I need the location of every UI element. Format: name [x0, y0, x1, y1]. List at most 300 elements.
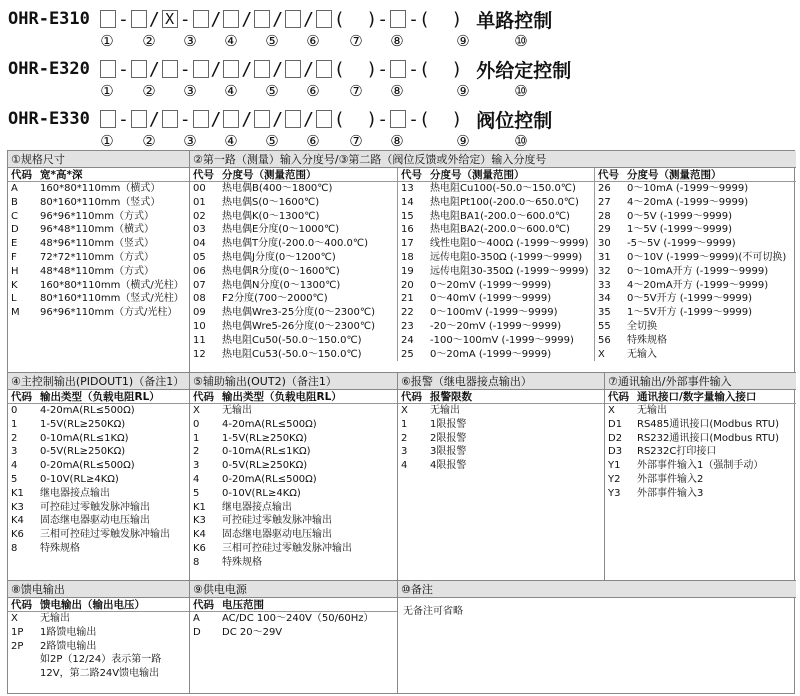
- code-cell: 4: [401, 460, 408, 472]
- col-header: 代码: [11, 169, 32, 181]
- code-cell: K3: [11, 501, 24, 513]
- table-row: [595, 306, 796, 320]
- code-cell: 3: [193, 460, 200, 472]
- code-cell: 29: [598, 224, 611, 236]
- position-number: ③: [183, 82, 197, 100]
- desc-cell: 热电阻BA2(-200.0～600.0℃): [430, 224, 570, 236]
- code-cell: 2: [11, 432, 18, 444]
- position-number: ⑤: [265, 32, 279, 50]
- col-header: 代码: [11, 599, 32, 611]
- desc-cell: RS485通讯接口(Modbus RTU): [637, 418, 780, 430]
- code-cell: E: [11, 238, 18, 250]
- code-cell: 30: [598, 238, 611, 250]
- code-cell: 21: [401, 293, 414, 305]
- desc-cell: 1-5V(RL≥250KΩ): [222, 432, 308, 444]
- code-cell: 31: [598, 251, 611, 263]
- code-cell: 08: [193, 293, 206, 305]
- code-cell: 32: [598, 265, 611, 277]
- code-box[interactable]: [100, 60, 116, 78]
- table-row: [190, 445, 397, 459]
- desc-cell: RS232通讯接口(Modbus RTU): [637, 432, 780, 444]
- desc-cell: 96*96*110mm（方式）: [40, 210, 155, 222]
- table-row: [398, 334, 594, 348]
- code-box[interactable]: [193, 110, 209, 128]
- code-cell: 1: [193, 432, 200, 444]
- table-row: [190, 528, 397, 542]
- col-header: 报警限数: [430, 391, 472, 403]
- table-row: [398, 445, 604, 459]
- code-cell: 27: [598, 196, 611, 208]
- table-row: [8, 306, 189, 320]
- position-number: ④: [224, 82, 238, 100]
- code-cell: B: [11, 196, 18, 208]
- table-row: [595, 320, 796, 334]
- code-cell: K6: [193, 542, 206, 554]
- code-cell: 3: [11, 446, 18, 458]
- table-row: [190, 320, 397, 334]
- desc-cell: 0-20mA(RL≤500Ω): [222, 473, 317, 485]
- desc-cell: 无输出: [430, 405, 460, 416]
- desc-cell: 远传电阻0-350Ω (-1999～9999): [430, 251, 583, 263]
- code-cell: 0: [193, 418, 200, 430]
- desc-cell: 1路馈电输出: [40, 626, 97, 638]
- position-number: ⑤: [265, 132, 279, 150]
- position-number: ⑧: [390, 82, 404, 100]
- desc-cell: DC 20～29V: [222, 626, 283, 638]
- table-row: [190, 196, 397, 210]
- position-number: ②: [142, 82, 156, 100]
- table-row: [605, 404, 796, 418]
- code-cell: 5: [11, 473, 18, 485]
- code-cell: D2: [608, 432, 623, 444]
- table-row: [8, 626, 189, 640]
- desc-cell: 1-5V(RL≥250KΩ): [40, 418, 126, 430]
- code-cell: D: [193, 626, 201, 638]
- code-cell: 3: [401, 446, 408, 458]
- code-cell: 2P: [11, 640, 24, 652]
- section-alarm: [398, 373, 605, 581]
- table-row: [398, 265, 594, 279]
- code-cell: X: [608, 405, 615, 416]
- desc-cell: 外部事件输入3: [637, 487, 704, 499]
- desc-cell: 0～10V (-1999～9999)(不可切换): [627, 251, 787, 263]
- code-box[interactable]: [254, 10, 270, 28]
- desc-cell: 热电偶B(400～1800℃): [222, 183, 333, 194]
- code-box[interactable]: [390, 110, 406, 128]
- table-row: [595, 182, 796, 196]
- desc-cell: 80*160*110mm（竖式/光柱）: [40, 293, 184, 305]
- table-row: [8, 501, 189, 515]
- desc-cell: 96*48*110mm（横式）: [40, 224, 155, 236]
- table-row: [605, 445, 796, 459]
- table-row: [190, 542, 397, 556]
- desc-cell: 4-20mA(RL≤500Ω): [40, 405, 135, 416]
- table-row: [398, 320, 594, 334]
- code-cell: K4: [193, 529, 206, 541]
- desc-cell: 热电偶R分度(0～1600℃): [222, 265, 340, 277]
- desc-cell: 无输出: [637, 405, 667, 416]
- desc-cell: 0～100mV (-1999～9999): [430, 307, 558, 319]
- table-row: [8, 210, 189, 224]
- col-header: 分度号（测量范围）: [430, 169, 525, 181]
- code-cell: Y2: [608, 473, 621, 485]
- col-header: 电压范围: [222, 599, 264, 611]
- desc-cell: 如2P（12/24）表示第一路: [40, 654, 162, 666]
- code-box[interactable]: [223, 10, 239, 28]
- desc-cell: 热电偶Wre5-26分度(0～2300℃): [222, 320, 376, 332]
- code-cell: 4: [193, 473, 200, 485]
- desc-cell: 无输入: [627, 348, 657, 360]
- table-row: [190, 473, 397, 487]
- code-cell: D3: [608, 446, 623, 458]
- table-row: [398, 459, 604, 473]
- desc-cell: -5～5V (-1999～9999): [627, 238, 736, 250]
- code-box[interactable]: [285, 10, 301, 28]
- table-row: [398, 418, 604, 432]
- position-number: ⑥: [306, 82, 320, 100]
- desc-cell: 1～5V开方 (-1999～9999): [627, 307, 753, 319]
- code-box[interactable]: [285, 110, 301, 128]
- code-cell: 22: [401, 307, 414, 319]
- table-row: [190, 432, 397, 446]
- code-cell: A: [193, 613, 200, 624]
- table-row: [8, 514, 189, 528]
- position-number: ⑦: [349, 32, 363, 50]
- col-header: 代码: [401, 391, 422, 403]
- code-cell: [8, 667, 38, 681]
- table-row: [595, 292, 796, 306]
- desc-cell: 远传电阻30-350Ω (-1999～9999): [430, 265, 589, 277]
- table-row: [190, 237, 397, 251]
- desc-cell: 热电阻BA1(-200.0～600.0℃): [430, 210, 570, 222]
- code-cell: 2: [401, 432, 408, 444]
- table-row: [8, 542, 189, 556]
- code-cell: 00: [193, 183, 206, 194]
- position-number: ⑩: [514, 32, 528, 50]
- position-number: ④: [224, 32, 238, 50]
- code-cell: C: [11, 210, 18, 222]
- section-title: ①规格尺寸: [8, 151, 189, 168]
- code-cell: 25: [401, 348, 414, 360]
- desc-cell: 热电偶E分度(0～1000℃): [222, 224, 340, 236]
- desc-cell: 160*80*110mm（横式）: [40, 183, 161, 194]
- table-row: [595, 237, 796, 251]
- table-row: [605, 459, 796, 473]
- table-row: [8, 223, 189, 237]
- code-cell: K4: [11, 515, 24, 527]
- code-cell: M: [11, 307, 20, 319]
- code-box[interactable]: [162, 110, 178, 128]
- desc-cell: 三相可控硅过零触发脉冲输出: [222, 542, 352, 554]
- code-cell: 02: [193, 210, 206, 222]
- desc-cell: 全切换: [627, 320, 657, 332]
- col-header: 通讯接口/数字量输入接口: [637, 391, 757, 403]
- code-box[interactable]: [316, 10, 332, 28]
- col-header: 输出类型（负载电阻RL）: [40, 391, 160, 403]
- desc-cell: 可控硅过零触发脉冲输出: [40, 501, 150, 513]
- table-row: [595, 223, 796, 237]
- code-cell: 15: [401, 210, 414, 222]
- desc-cell: RS232C打印接口: [637, 446, 717, 458]
- desc-cell: 12V，第二路24V馈电输出: [40, 668, 160, 680]
- desc-cell: 无输出: [40, 613, 70, 624]
- desc-cell: 72*72*110mm（方式）: [40, 251, 155, 263]
- table-row: [605, 487, 796, 501]
- position-number: ⑥: [306, 32, 320, 50]
- code-cell: K6: [11, 529, 24, 541]
- code-box[interactable]: [316, 110, 332, 128]
- table-row: [605, 418, 796, 432]
- col-header: 宽*高*深: [40, 169, 83, 181]
- desc-cell: 0-20mA(RL≤500Ω): [40, 460, 135, 472]
- code-cell: D1: [608, 418, 623, 430]
- table-row: [398, 182, 594, 196]
- table-row: [398, 306, 594, 320]
- code-cell: 56: [598, 334, 611, 346]
- code-cell: X: [193, 405, 200, 416]
- section-title: ⑧馈电输出: [8, 581, 189, 598]
- code-cell: 10: [193, 320, 206, 332]
- code-cell: 0: [11, 405, 18, 416]
- table-row: [8, 528, 189, 542]
- code-cell: Y1: [608, 460, 621, 472]
- code-cell: 2: [193, 446, 200, 458]
- section-main-output: [8, 373, 190, 581]
- code-cell: 12: [193, 348, 206, 360]
- col-header: 馈电输出（输出电压）: [40, 599, 145, 611]
- code-cell: 19: [401, 265, 414, 277]
- col-header: 代码: [11, 391, 32, 403]
- desc-cell: 1～5V (-1999～9999): [627, 224, 733, 236]
- code-cell: K1: [193, 501, 206, 513]
- code-cell: 5: [193, 487, 200, 499]
- position-number: ⑩: [514, 132, 528, 150]
- table-row: [8, 279, 189, 293]
- code-cell: K: [11, 279, 18, 291]
- code-box[interactable]: [100, 110, 116, 128]
- desc-cell: 热电偶J分度(0～1200℃): [222, 251, 336, 263]
- code-cell: 28: [598, 210, 611, 222]
- table-row: [398, 348, 594, 362]
- code-cell: 1: [401, 418, 408, 430]
- desc-cell: 0-10V(RL≥4KΩ): [40, 473, 119, 485]
- code-box[interactable]: [162, 60, 178, 78]
- table-row: [595, 210, 796, 224]
- section-title: ⑦通讯输出/外部事件输入: [605, 373, 796, 390]
- code-box[interactable]: [193, 10, 209, 28]
- table-row: [8, 196, 189, 210]
- table-row: [8, 265, 189, 279]
- desc-cell: AC/DC 100～240V（50/60Hz）: [222, 613, 374, 624]
- desc-cell: 4限报警: [430, 460, 467, 472]
- table-row: [595, 196, 796, 210]
- desc-cell: 0～5V (-1999～9999): [627, 210, 733, 222]
- table-row: [190, 487, 397, 501]
- code-box[interactable]: [223, 110, 239, 128]
- desc-cell: 0～20mA (-1999～9999): [430, 348, 552, 360]
- table-row: [8, 418, 189, 432]
- desc-cell: 4-20mA(RL≤500Ω): [222, 418, 317, 430]
- col-header: 分度号（测量范围）: [627, 169, 722, 181]
- table-row: [595, 265, 796, 279]
- code-cell: 04: [193, 238, 206, 250]
- code-box[interactable]: [285, 60, 301, 78]
- table-row: [8, 653, 189, 667]
- code-box[interactable]: [131, 10, 147, 28]
- code-box[interactable]: [254, 60, 270, 78]
- desc-cell: 外部事件输入2: [637, 473, 704, 485]
- code-cell: 01: [193, 196, 206, 208]
- code-cell: 11: [193, 334, 206, 346]
- position-number: ⑦: [349, 82, 363, 100]
- table-row: [605, 473, 796, 487]
- table-row: [8, 251, 189, 265]
- position-number: ⑦: [349, 132, 363, 150]
- model-code: OHR-E310: [8, 9, 90, 29]
- desc-cell: 无输出: [222, 405, 252, 416]
- desc-cell: 热电偶T分度(-200.0～400.0℃): [222, 238, 369, 250]
- table-row: [8, 292, 189, 306]
- position-number: ⑨: [456, 132, 470, 150]
- code-cell: D: [11, 224, 19, 236]
- code-cell: 1: [11, 418, 18, 430]
- desc-cell: 固态继电器驱动电压输出: [40, 515, 150, 527]
- model-title: 单路控制: [476, 9, 553, 32]
- position-number: ③: [183, 132, 197, 150]
- table-row: [8, 473, 189, 487]
- remark-note: 无备注可省略: [403, 606, 463, 617]
- position-number: ②: [142, 132, 156, 150]
- desc-cell: 热电阻Pt100(-200.0～650.0℃): [430, 196, 579, 208]
- desc-cell: 特殊规格: [222, 556, 262, 568]
- model-code: OHR-E320: [8, 59, 90, 79]
- model-string: OHR-E310 - / X - / / / / ( ) - -( ) 单路控制 ① ② ③ ④ ⑤ ⑥ ⑦ ⑧ ⑨ ⑩: [8, 4, 798, 56]
- table-row: [398, 292, 594, 306]
- code-box[interactable]: [223, 60, 239, 78]
- code-box[interactable]: [131, 110, 147, 128]
- table-row: [190, 348, 397, 362]
- desc-cell: 0～10mA (-1999～9999): [627, 183, 749, 194]
- desc-cell: 80*160*110mm（竖式）: [40, 196, 161, 208]
- table-row: [8, 182, 189, 196]
- code-box[interactable]: [254, 110, 270, 128]
- col-header: 代号: [193, 169, 214, 181]
- code-cell: 23: [401, 320, 414, 332]
- section-aux-output: [190, 373, 398, 581]
- table-row: [398, 210, 594, 224]
- desc-cell: 2路馈电输出: [40, 640, 97, 652]
- code-cell: 09: [193, 307, 206, 319]
- desc-cell: 热电阻Cu100(-50.0～150.0℃): [430, 183, 576, 194]
- section-power: [190, 581, 398, 693]
- table-row: [595, 348, 796, 362]
- code-cell: H: [11, 265, 19, 277]
- code-cell: Y3: [608, 487, 621, 499]
- section-input-type: [190, 151, 796, 373]
- code-cell: 1P: [11, 626, 24, 638]
- desc-cell: 160*80*110mm（横式/光柱）: [40, 279, 184, 291]
- table-row: [8, 667, 189, 681]
- table-row: [190, 418, 397, 432]
- table-row: [190, 182, 397, 196]
- table-row: [190, 279, 397, 293]
- code-cell: 55: [598, 320, 611, 332]
- table-row: [398, 404, 604, 418]
- position-number: ⑥: [306, 132, 320, 150]
- code-cell: L: [11, 293, 17, 305]
- table-row: [8, 612, 189, 626]
- code-cell: X: [401, 405, 408, 416]
- code-cell: 24: [401, 334, 414, 346]
- table-row: [398, 237, 594, 251]
- section-feed-output: [8, 581, 190, 693]
- code-box[interactable]: [131, 60, 147, 78]
- position-number: ③: [183, 32, 197, 50]
- desc-cell: 96*96*110mm（方式/光柱）: [40, 307, 178, 319]
- table-row: [595, 279, 796, 293]
- code-box[interactable]: [193, 60, 209, 78]
- code-cell: 17: [401, 238, 414, 250]
- position-number: ②: [142, 32, 156, 50]
- code-box[interactable]: [100, 10, 116, 28]
- table-row: [190, 514, 397, 528]
- table-row: [190, 223, 397, 237]
- desc-cell: 可控硅过零触发脉冲输出: [222, 515, 332, 527]
- desc-cell: 线性电阻0～400Ω (-1999～9999): [430, 238, 589, 250]
- col-header: 代码: [193, 391, 214, 403]
- code-cell: 13: [401, 183, 414, 194]
- code-cell: 20: [401, 279, 414, 291]
- model-string: OHR-E330 - / - / / / / ( ) - -( ) 阀位控制 ① ② ③ ④ ⑤ ⑥ ⑦ ⑧ ⑨ ⑩: [8, 104, 798, 156]
- table-row: [190, 501, 397, 515]
- code-box[interactable]: X: [162, 10, 178, 28]
- desc-cell: 0～10mA开方 (-1999～9999): [627, 265, 769, 277]
- table-row: [8, 237, 189, 251]
- desc-cell: 继电器接点输出: [40, 487, 110, 499]
- table-row: [398, 196, 594, 210]
- code-cell: 35: [598, 307, 611, 319]
- table-row: [398, 251, 594, 265]
- table-row: [8, 404, 189, 418]
- table-row: [190, 210, 397, 224]
- desc-cell: 热电阻Cu50(-50.0～150.0℃): [222, 334, 362, 346]
- table-row: [190, 292, 397, 306]
- col-header: 代码: [193, 599, 214, 611]
- position-number: ①: [100, 82, 114, 100]
- desc-cell: 特殊规格: [627, 334, 667, 346]
- code-box[interactable]: [316, 60, 332, 78]
- code-box[interactable]: [390, 60, 406, 78]
- position-number: ④: [224, 132, 238, 150]
- code-cell: 06: [193, 265, 206, 277]
- code-cell: 34: [598, 293, 611, 305]
- position-number: ⑤: [265, 82, 279, 100]
- col-header: 分度号（测量范围）: [222, 169, 317, 181]
- desc-cell: 0-10mA(RL≤1KΩ): [40, 432, 129, 444]
- code-cell: 18: [401, 251, 414, 263]
- code-cell: 8: [193, 556, 200, 568]
- desc-cell: 0～40mV (-1999～9999): [430, 293, 552, 305]
- code-cell: F: [11, 251, 17, 263]
- desc-cell: 1限报警: [430, 418, 467, 430]
- table-row: [398, 432, 604, 446]
- code-cell: 03: [193, 224, 206, 236]
- code-box[interactable]: [390, 10, 406, 28]
- desc-cell: 特殊规格: [40, 542, 80, 554]
- desc-cell: 继电器接点输出: [222, 501, 292, 513]
- position-number: ⑨: [456, 32, 470, 50]
- table-row: [595, 251, 796, 265]
